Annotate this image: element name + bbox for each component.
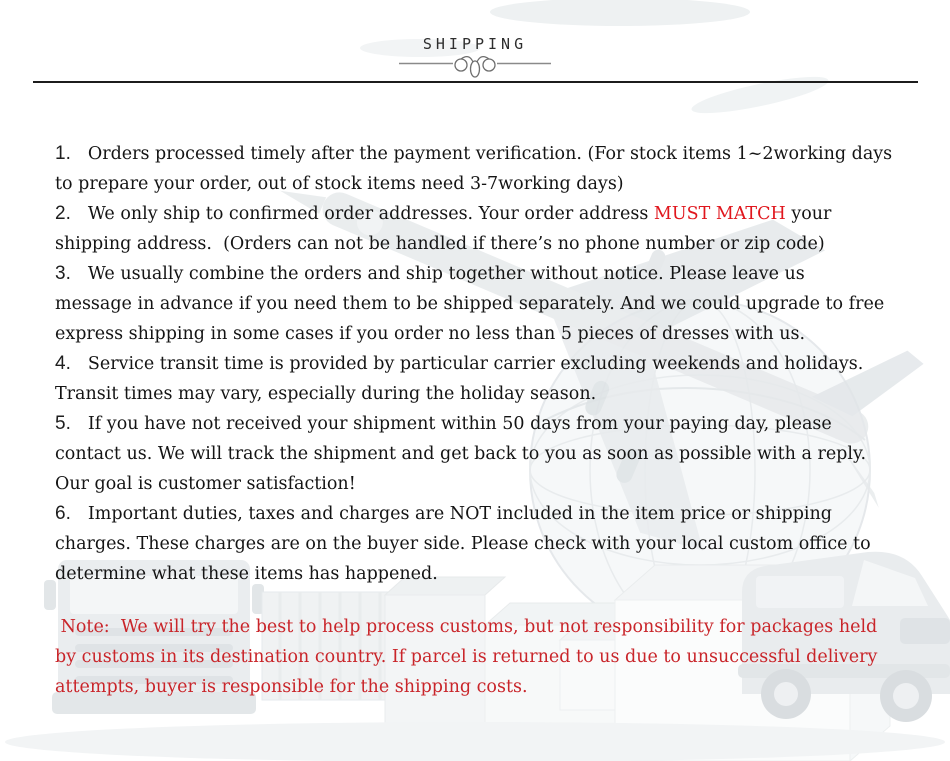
- header-divider-line: [33, 81, 918, 83]
- shipping-header: [0, 36, 950, 83]
- customs-note: Note: We will try the best to help process customs, but not responsibility for packages held by customs in its destination country. If parcel is returned to us due to unsuccessful delivery attempts, buyer is responsible for the shipping costs.: [55, 617, 878, 697]
- policy-number: 3.: [55, 263, 71, 284]
- policy-item: 6. Important duties, taxes and charges are NOT included in the item price or shipping charges. These charges are on the buyer side. Please check with your local custom office to determine what these items has happened.: [55, 503, 871, 584]
- policy-number: 6.: [55, 503, 71, 524]
- policy-number: 5.: [55, 413, 71, 434]
- policy-item: 3. We usually combine the orders and ship together without notice. Please leave us message in advance if you need them to be shipped separately. And we could upgrade to free express shipping in some cases if you order no less than 5 pieces of dresses with us.: [55, 263, 885, 344]
- policy-number: 4.: [55, 353, 71, 374]
- policy-number: 2.: [55, 203, 71, 224]
- policy-item: 4. Service transit time is provided by particular carrier excluding weekends and holidays. Transit times may vary, especially during the holiday season.: [55, 353, 864, 404]
- flourish-divider-icon: [0, 53, 950, 83]
- policy-item: 1. Orders processed timely after the payment verification. (For stock items 1~2working days to prepare your order, out of stock items need 3-7working days): [55, 143, 893, 194]
- policy-list: [55, 139, 950, 589]
- shipping-policy-section: [55, 139, 950, 702]
- policy-item: 5. If you have not received your shipment within 50 days from your paying day, please contact us. We will track the shipment and get back to you as soon as possible with a reply. Our goal is customer satisfaction!: [55, 413, 867, 494]
- policy-number: 1.: [55, 143, 71, 164]
- page-title: SHIPPING: [422, 35, 528, 53]
- policy-item: 2. We only ship to confirmed order addresses. Your order address MUST MATCH your shipping address. (Orders can not be handled if there’s no phone number or zip code): [55, 203, 832, 254]
- ground-shadow: [5, 722, 945, 761]
